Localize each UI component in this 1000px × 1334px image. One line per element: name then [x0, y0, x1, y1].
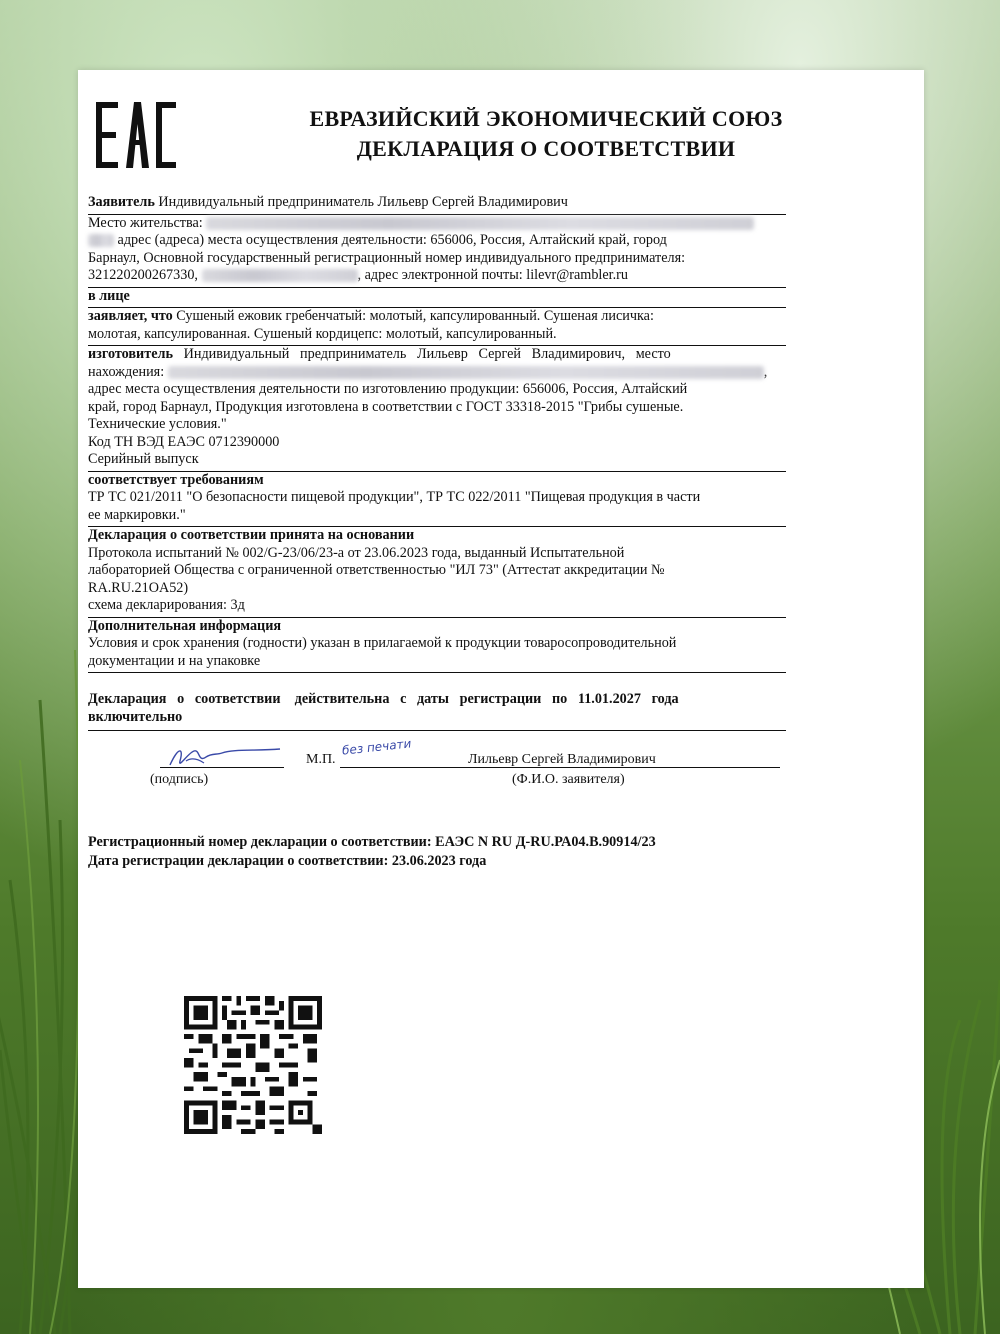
redacted-address-tail	[88, 234, 114, 247]
redacted-address	[206, 217, 754, 230]
basis-text3: RA.RU.21OA52)	[88, 579, 189, 596]
basis-scheme: схема декларирования: 3д	[88, 597, 245, 613]
registration-block	[88, 833, 786, 871]
eac-logo-icon	[96, 100, 176, 170]
applicant-name: Лильевр Сергей Владимирович	[468, 752, 656, 767]
title-declaration: ДЕКЛАРАЦИЯ О СООТВЕТСТВИИ	[356, 136, 736, 161]
redacted-manufacturer-address	[168, 366, 764, 379]
name-caption: (Ф.И.О. заявителя)	[512, 772, 625, 787]
manufacturer-code: Код ТН ВЭД ЕАЭС 0712390000	[88, 433, 280, 450]
declares-section	[88, 308, 786, 346]
registration-number: Регистрационный номер декларации о соответствии: ЕАЭС N RU Д-RU.РА04.В.90914/23	[88, 834, 656, 850]
in-person-label: в лице	[88, 287, 130, 304]
applicant-section	[88, 194, 786, 215]
manufacturer-text3: адрес места осуществления деятельности по изготовлению продукции: 656006, Россия, Алтайский	[88, 381, 688, 397]
manufacturer-text1: Индивидуальный предприниматель Лильевр Сергей Владимирович, место	[172, 346, 671, 362]
additional-section	[88, 618, 786, 674]
document-header	[96, 100, 856, 180]
validity-text1: Декларация о соответствии действительна с даты регистрации по 11.01.2027 года	[88, 691, 679, 707]
complies-label: соответствует требованиям	[88, 471, 264, 488]
manufacturer-label: изготовитель	[88, 346, 173, 362]
residence-text2: Барнаул, Основной государственный регистрационный номер индивидуального предпринимателя:	[88, 249, 686, 266]
declares-label: заявляет, что	[88, 308, 173, 324]
complies-text2: ее маркировки."	[88, 506, 186, 523]
redacted-contact	[202, 269, 358, 282]
registration-date: Дата регистрации декларации о соответствии: 23.06.2023 года	[88, 853, 487, 869]
stamp-handwritten-note: без печати	[341, 736, 412, 758]
additional-label: Дополнительная информация	[88, 617, 282, 634]
basis-label: Декларация о соответствии принята на основании	[88, 527, 415, 543]
name-line	[340, 767, 780, 768]
residence-email: , адрес электронной почты: lilevr@rambler.ru	[357, 267, 628, 283]
declares-text2: молотая, капсулированная. Сушеный кордицепс: молотый, капсулированный.	[88, 325, 557, 342]
validity-section	[88, 691, 786, 731]
complies-section	[88, 472, 786, 528]
applicant-value: Индивидуальный предприниматель Лильевр Сергей Владимирович	[154, 194, 568, 210]
residence-ogrn: 321220200267330,	[88, 267, 198, 283]
signature-caption: (подпись)	[150, 772, 209, 787]
basis-text1: Протокола испытаний № 002/G-23/06/23-а от 23.06.2023 года, выданный Испытательной	[88, 544, 625, 561]
validity-text2: включительно	[88, 708, 183, 725]
residence-section	[88, 215, 786, 288]
manufacturer-text5: Технические условия."	[88, 416, 227, 432]
applicant-label: Заявитель	[88, 194, 155, 210]
residence-text1: адрес (адреса) места осуществления деятельности: 656006, Россия, Алтайский край, город	[114, 232, 667, 248]
signature-line	[160, 767, 284, 768]
additional-text2: документации и на упаковке	[88, 652, 261, 669]
residence-label: Место жительства:	[88, 214, 203, 231]
signature-row	[88, 736, 786, 795]
basis-section	[88, 527, 786, 618]
title-union: ЕВРАЗИЙСКИЙ ЭКОНОМИЧЕСКИЙ СОЮЗ	[309, 106, 783, 131]
document-title	[236, 104, 856, 164]
declaration-body	[88, 194, 786, 871]
declares-text1: Сушеный ежовик гребенчатый: молотый, капсулированный. Сушеная лисичка:	[172, 308, 654, 324]
manufacturer-location-label: нахождения:	[88, 363, 165, 380]
manufacturer-text4: край, город Барнаул, Продукция изготовлена в соответствии с ГОСТ 33318-2015 "Грибы сушеные.	[88, 398, 684, 415]
manufacturer-serial: Серийный выпуск	[88, 451, 199, 467]
stamp-label: М.П.	[306, 752, 336, 767]
handwritten-signature	[164, 743, 284, 773]
manufacturer-section: изготовитель Индивидуальный предприниматель Лильевр Сергей Владимирович, место нахождения: , адрес места осуществления деятельности по изготовлению продукции: 656006, Россия, Алтайский край, город Барнаул, Продукция изготовлена в соответствии с ГОСТ 33318-2015 "Грибы сушеные. Технические условия." Код ТН ВЭД ЕАЭС 0712390000 Серийный выпуск	[88, 346, 786, 472]
spacer	[88, 673, 786, 691]
additional-text1: Условия и срок хранения (годности) указан в прилагаемой к продукции товаросопроводительной	[88, 635, 677, 651]
qr-code-icon[interactable]	[184, 996, 322, 1134]
basis-text2: лабораторией Общества с ограниченной ответственностью "ИЛ 73" (Аттестат аккредитации №	[88, 562, 665, 578]
in-person-section	[88, 288, 786, 309]
complies-text1: ТР ТС 021/2011 "О безопасности пищевой продукции", ТР ТС 022/2011 "Пищевая продукция в части	[88, 489, 701, 505]
